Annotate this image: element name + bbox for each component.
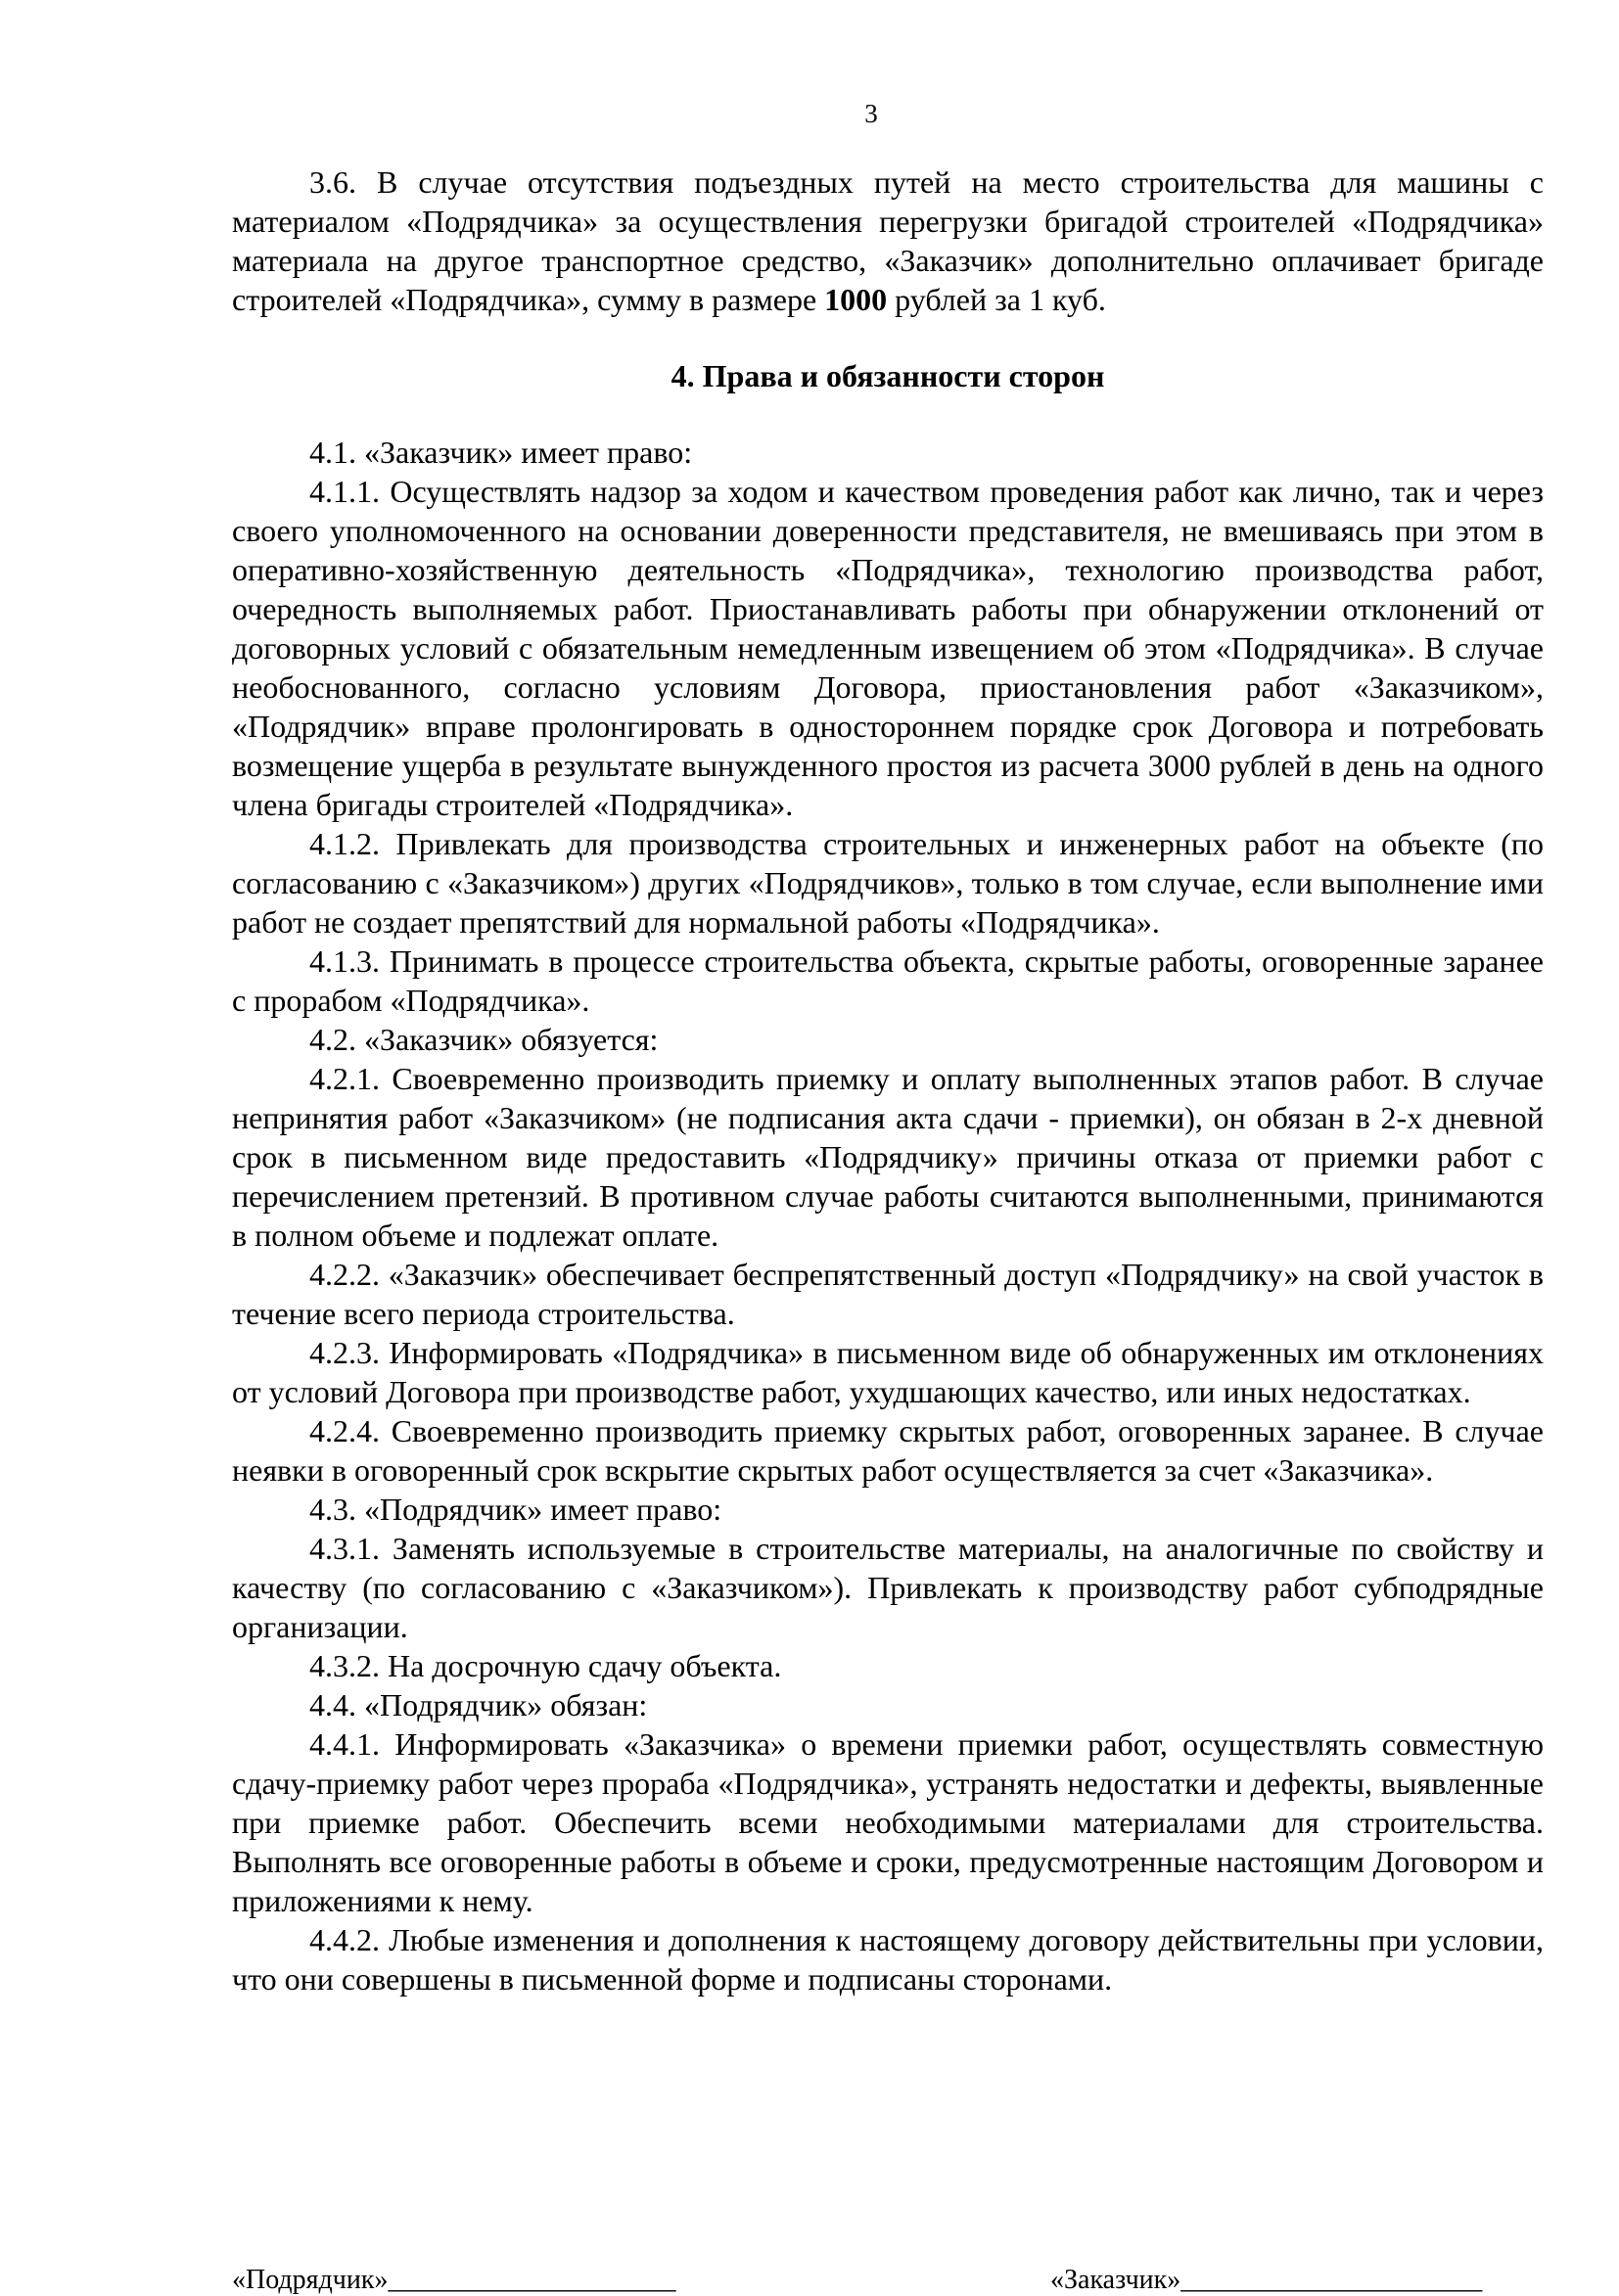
- amount-bold: 1000: [824, 282, 888, 317]
- paragraph-4-4: 4.4. «Подрядчик» обязан:: [309, 1687, 648, 1722]
- paragraph-4-3: 4.3. «Подрядчик» имеет право:: [309, 1492, 722, 1527]
- paragraph-4-2-1: 4.2.1. Своевременно производить приемку и оплату выполненных этапов работ. В случае непринятия работ «Заказчиком» (не подписания акта сдачи - приемки), он обязан в 2-х дневной срок в письменном виде предоставить «Подрядчику» причины отказа от приемки работ с перечислением претензий. В противном случае работы считаются выполненными, принимаются в полном объеме и подлежат оплате.: [232, 1061, 1544, 1253]
- section-heading: 4. Права и обязанности сторон: [671, 358, 1105, 393]
- paragraph-4-1-2: 4.1.2. Привлекать для производства строительных и инженерных работ на объекте (по согласованию с «Заказчиком») других «Подрядчиков», только в том случае, если выполнение ими работ не создает препятствий для нормальной работы «Подрядчика».: [232, 826, 1544, 940]
- paragraph-4-3-1: 4.3.1. Заменять используемые в строительстве материалы, на аналогичные по свойству и качеству (по согласованию с «Заказчиком»). Привлекать к производству работ субподрядные организации.: [232, 1531, 1544, 1644]
- paragraph-4-2-2: 4.2.2. «Заказчик» обеспечивает беспрепятственный доступ «Подрядчику» на свой участок в течение всего периода строительства.: [232, 1257, 1544, 1331]
- paragraph-4-2-4: 4.2.4. Своевременно производить приемку скрытых работ, оговоренных заранее. В случае неявки в оговоренный срок вскрытие скрытых работ осуществляется за счет «Заказчика».: [232, 1413, 1544, 1488]
- paragraph-3-6: [232, 162, 1544, 319]
- contractor-signature-line: «Подрядчик»_____________________: [232, 2265, 676, 2295]
- paragraph-4-1-1: 4.1.1. Осуществлять надзор за ходом и качеством проведения работ как лично, так и через своего уполномоченного на основании доверенности представителя, не вмешиваясь при этом в оперативно-хозяйственную деятельность «Подрядчика», технологию производства работ, очередность выполняемых работ. Приостанавливать работы при обнаружении отклонений от договорных условий с обязательным немедленным извещением об этом «Подрядчика». В случае необоснованного, согласно условиям Договора, приостановления работ «Заказчиком», «Подрядчик» вправе пролонгировать в одностороннем порядке срок Договора и потребовать возмещение ущерба в результате вынужденного простоя из расчета 3000 рублей в день на одного члена бригады строителей «Подрядчика».: [232, 474, 1544, 822]
- paragraph-3-6-tail: рублей за 1 куб.: [887, 282, 1106, 317]
- paragraph-3-6-text: 3.6. В случае отсутствия подъездных путей на место строительства для машины с материалом «Подрядчика» за осуществления перегрузки бригадой строителей «Подрядчика» материала на другое транспортное средство, «Заказчик» дополнительно оплачивает бригаде строителей «Подрядчика», сумму в размере: [232, 164, 1544, 317]
- paragraph-4-2: 4.2. «Заказчик» обязуется:: [309, 1022, 659, 1057]
- page-number: 3: [864, 99, 878, 128]
- document-body: [232, 162, 1544, 1998]
- paragraph-4-2-3: 4.2.3. Информировать «Подрядчика» в письменном виде об обнаруженных им отклонениях от условий Договора при производстве работ, ухудшающих качество, или иных недостатках.: [232, 1335, 1544, 1409]
- customer-signature-line: «Заказчик»______________________: [1050, 2265, 1483, 2295]
- paragraph-4-1: 4.1. «Заказчик» имеет право:: [309, 435, 693, 470]
- paragraph-4-3-2: 4.3.2. На досрочную сдачу объекта.: [309, 1648, 782, 1683]
- paragraph-4-4-1: 4.4.1. Информировать «Заказчика» о времени приемки работ, осуществлять совместную сдачу-приемку работ через прораба «Подрядчика», устранять недостатки и дефекты, выявленные при приемке работ. Обеспечить всеми необходимыми материалами для строительства. Выполнять все оговоренные работы в объеме и сроки, предусмотренные настоящим Договором и приложениями к нему.: [232, 1726, 1544, 1918]
- paragraph-4-1-3: 4.1.3. Принимать в процессе строительства объекта, скрытые работы, оговоренные заранее с прорабом «Подрядчика».: [232, 943, 1544, 1018]
- paragraph-4-4-2: 4.4.2. Любые изменения и дополнения к настоящему договору действительны при условии, что они совершены в письменной форме и подписаны сторонами.: [232, 1922, 1544, 1997]
